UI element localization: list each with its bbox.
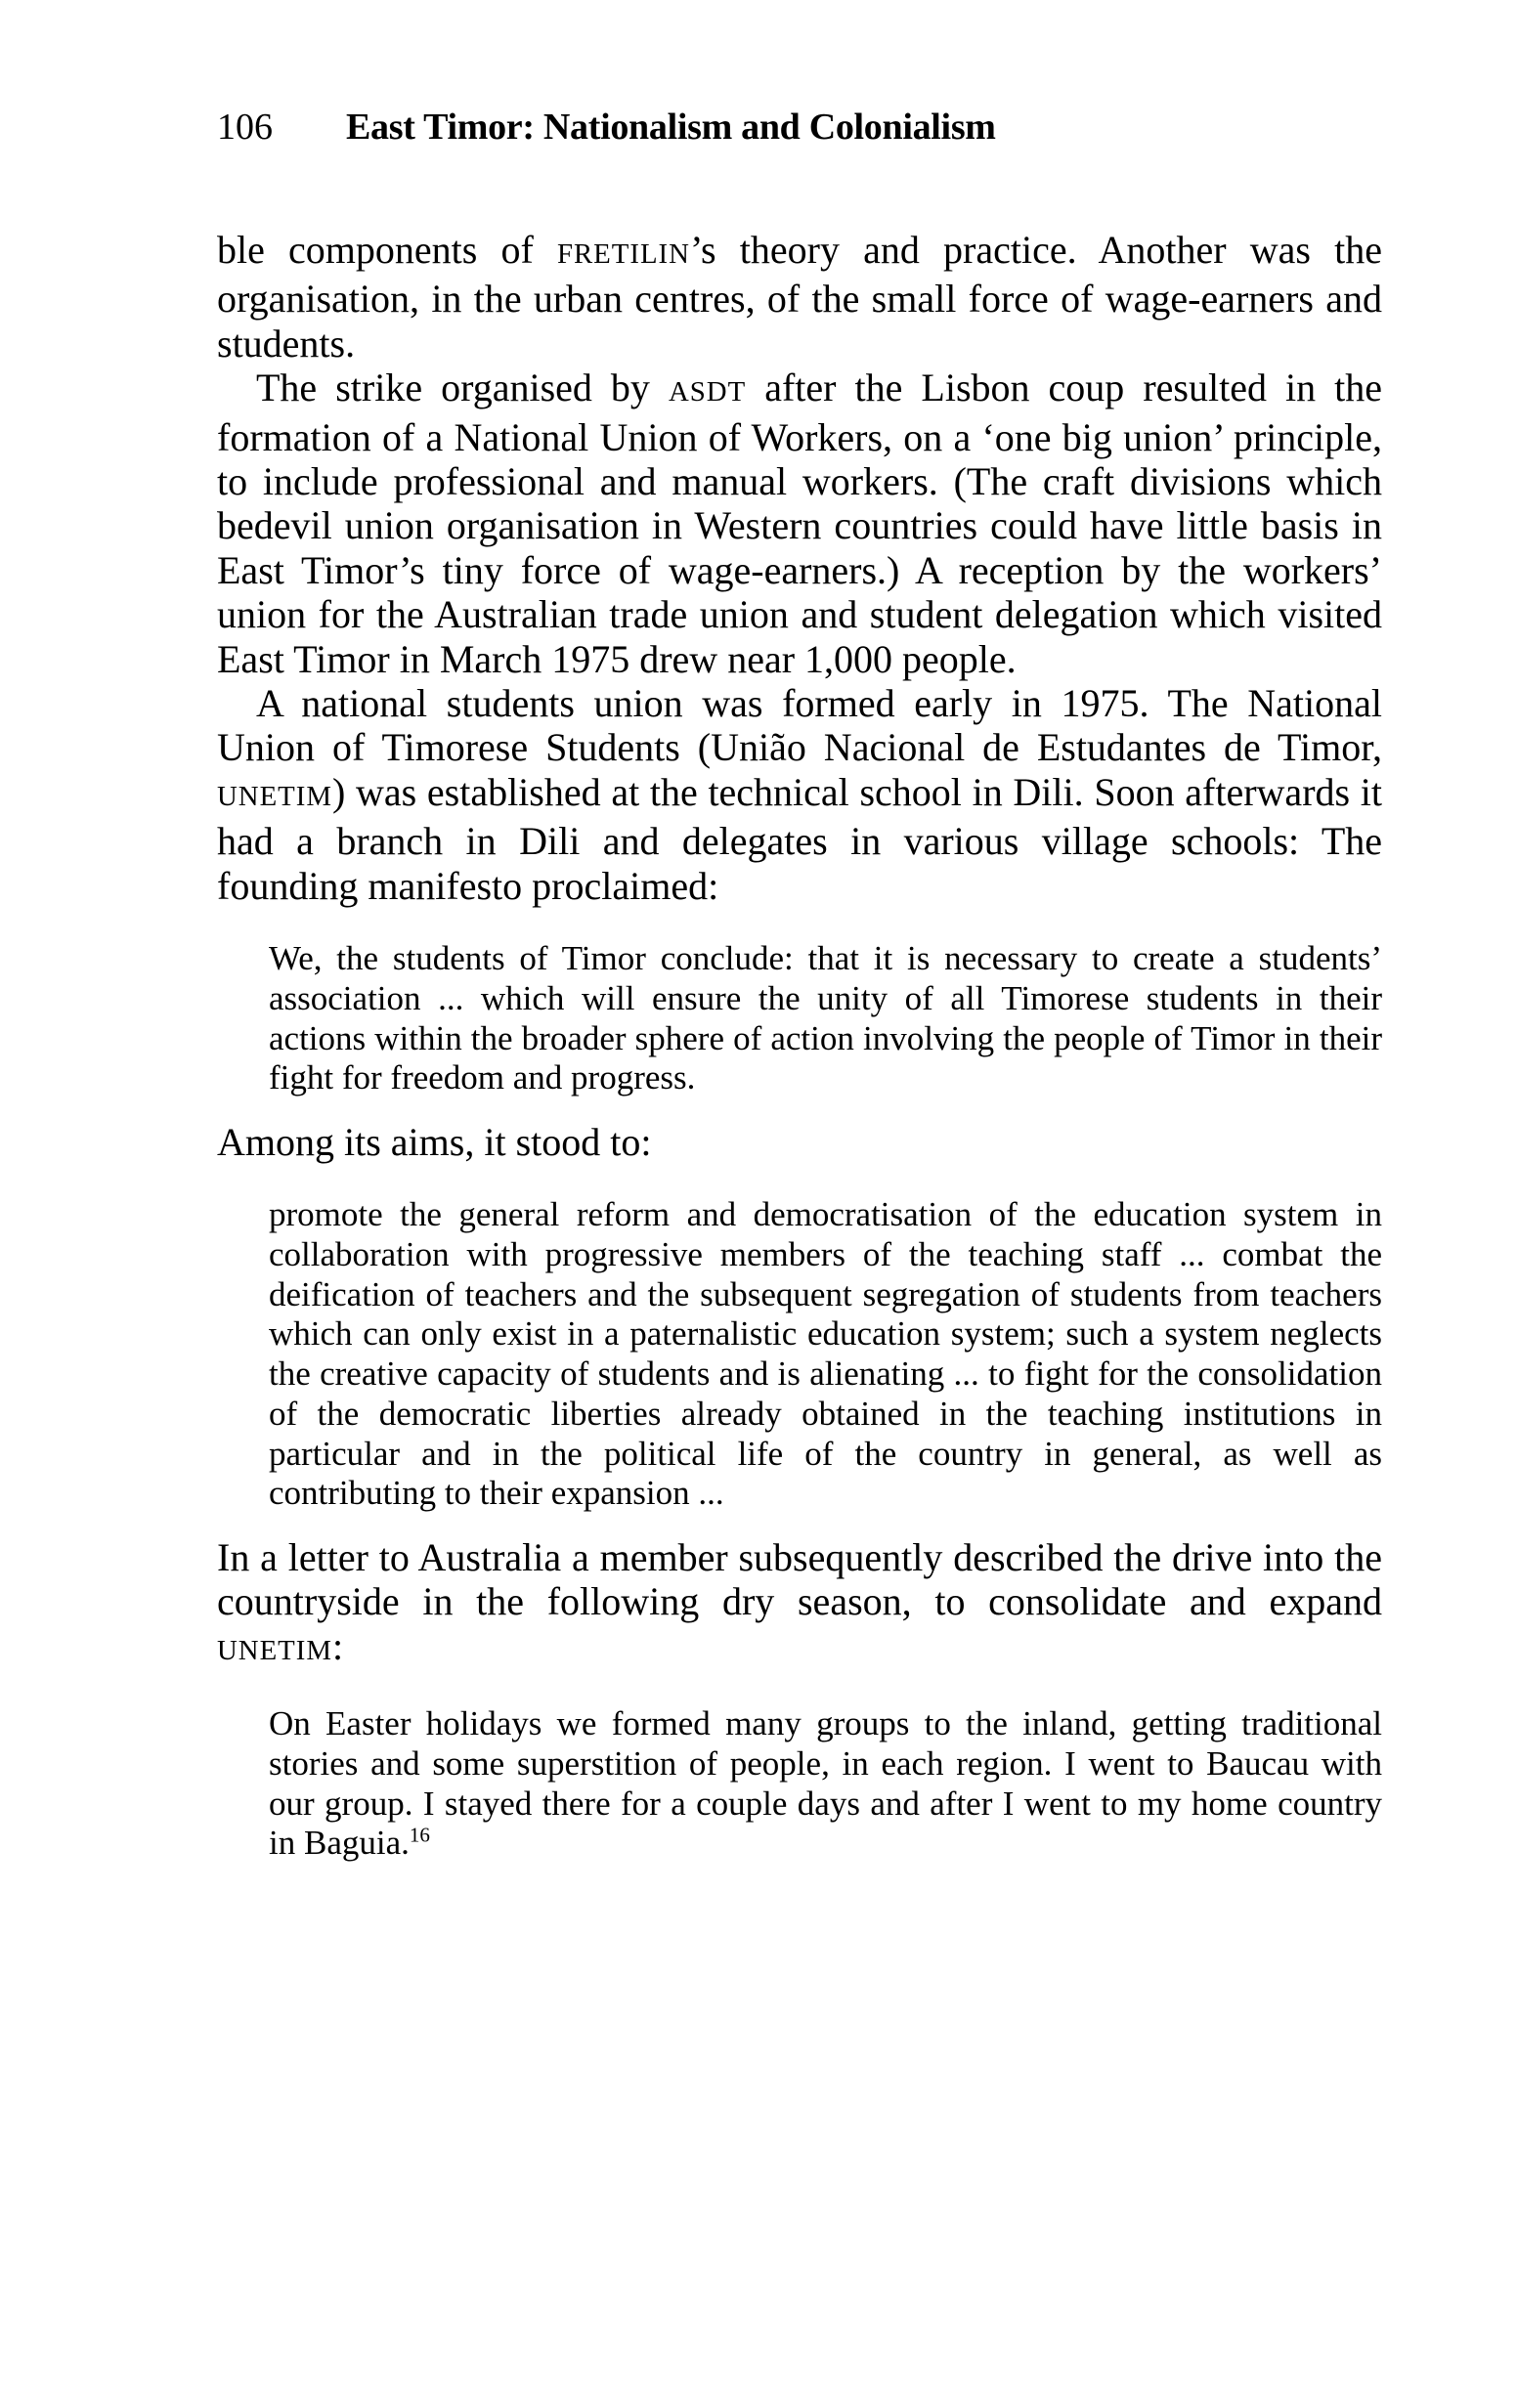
block-quote: We, the students of Timor conclude: that it is necessary to create a students’ association ... which will ensure the unity of all Timorese students in their actions within the broader sphere of action involving the people of Timor in their fight for freedom and progress. (269, 939, 1382, 1097)
paragraph (217, 228, 1382, 366)
block-quote (269, 1704, 1382, 1864)
small-caps-term: ASDT (668, 376, 747, 408)
footnote-marker: 16 (409, 1823, 430, 1847)
text-run: ’s theory and practice. Another was the organisation, in the urban centres, of the small force of wage-earners and students. (217, 228, 1382, 366)
paragraph (217, 1535, 1382, 1673)
text-run: The strike organised by (256, 366, 669, 410)
paragraph: Among its aims, it stood to: (217, 1119, 652, 1164)
small-caps-term: UNETIM (217, 1634, 332, 1666)
quote-text: On Easter holidays we formed many groups to the inland, getting traditional stories and some superstition of people, in each region. I went to Baucau with our group. I stayed there for a couple days and after I went to my home country in Baguia. (269, 1704, 1382, 1863)
text-run: In a letter to Australia a member subsequently described the drive into the countryside in the following dry season, to consolidate and expand (217, 1534, 1382, 1624)
text-run: A national students union was formed early in 1975. The National Union of Timorese Students (União Nacional de Estudantes de Timor, (217, 681, 1382, 770)
text-run: after the Lisbon coup resulted in the formation of a National Union of Workers, on a ‘one big union’ principle, to include professional and manual workers. (The craft divisions which bedevil union organisation in Western countries could have little basis in East Timor’s tiny force of wage-earners.) A reception by the workers’ union for the Australian trade union and student delegation which visited East Timor in March 1975 drew near 1,000 people. (217, 366, 1382, 681)
text-run: : (331, 1623, 344, 1668)
paragraph (217, 366, 1382, 681)
text-run: ) was established at the technical school in Dili. Soon afterwards it had a branch in Dili and delegates in various village schools: The founding manifesto proclaimed: (217, 769, 1382, 908)
text-run: ble components of (217, 228, 557, 272)
book-title: East Timor: Nationalism and Colonialism (346, 107, 996, 148)
body-text (217, 228, 1382, 1885)
paragraph (217, 681, 1382, 908)
small-caps-term: FRETILIN (556, 238, 690, 270)
running-head (217, 102, 1390, 152)
small-caps-term: UNETIM (217, 780, 332, 812)
block-quote: promote the general reform and democratisation of the education system in collaboration with progressive members of the teaching staff ... combat the deification of teachers and the subsequent segregation of students from teachers which can only exist in a paternalistic education system; such a system neglects the creative capacity of students and is alienating ... to fight for the consolidation of the democratic liberties already obtained in the teaching institutions in particular and in the political life of the country in general, as well as contributing to their expansion ... (269, 1195, 1382, 1513)
page-number: 106 (217, 107, 273, 148)
